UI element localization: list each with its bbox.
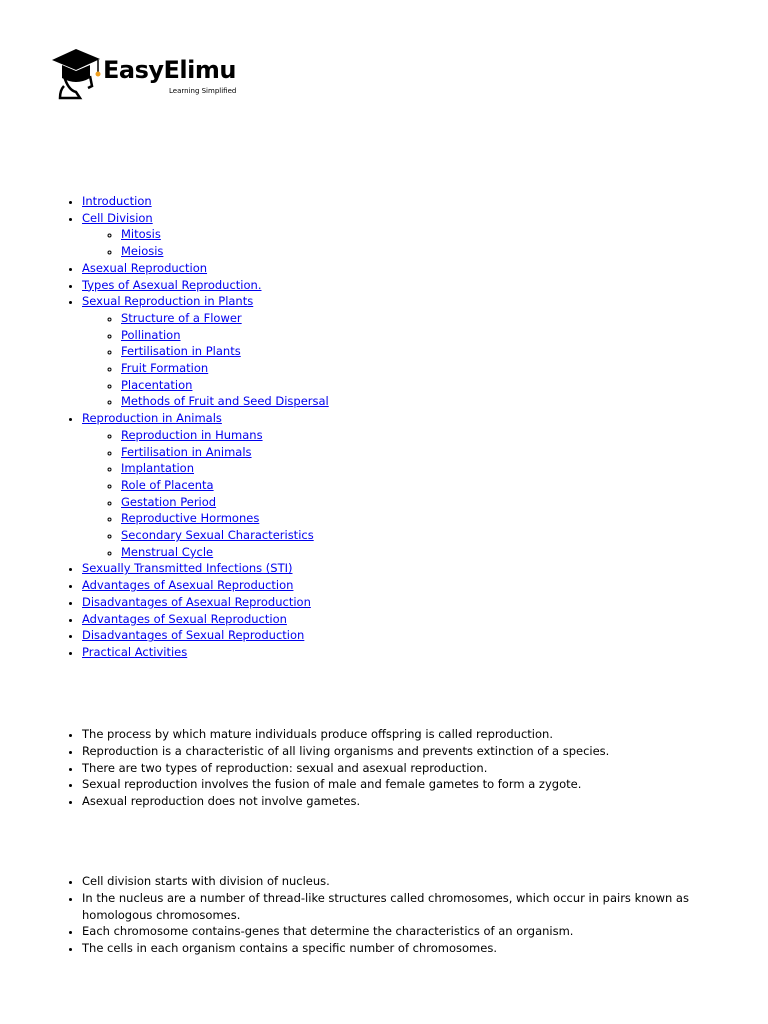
- toc-item: [82, 644, 329, 661]
- toc-sublink[interactable]: Reproduction in Humans: [121, 427, 263, 442]
- brand-tagline: Learning Simplified: [169, 87, 237, 95]
- introduction-point: • Sexual reproduction involves the fusion of male and female gametes to form a zygote.: [82, 776, 722, 793]
- toc-item: [82, 611, 329, 628]
- toc-subitem: [121, 377, 329, 394]
- toc-sublink[interactable]: Fertilisation in Plants: [121, 344, 241, 359]
- introduction-point: • The process by which mature individuals produce offspring is called reproduction.: [82, 726, 722, 743]
- toc-subitem: [121, 444, 329, 461]
- toc-subitem: [121, 510, 329, 527]
- toc-subitem: [121, 393, 329, 410]
- toc-subitem: [121, 527, 329, 544]
- toc-link[interactable]: Types of Asexual Reproduction.: [82, 277, 262, 292]
- cell-division-point: • In the nucleus are a number of thread-like structures called chromosomes, which occur in pairs known as homologous chromosomes.: [82, 890, 722, 924]
- toc-link[interactable]: Introduction: [82, 194, 152, 208]
- toc-sublink[interactable]: Methods of Fruit and Seed Dispersal: [121, 394, 329, 409]
- toc-link[interactable]: Asexual Reproduction: [82, 260, 208, 275]
- toc-link[interactable]: Cell Division: [82, 210, 153, 225]
- toc-sublist: [82, 310, 329, 410]
- toc-item: [82, 210, 329, 260]
- introduction-point: • Reproduction is a characteristic of all living organisms and prevents extinction of a species.: [82, 743, 722, 760]
- toc-sublink[interactable]: Pollination: [121, 327, 181, 342]
- toc-sublist: [82, 226, 329, 259]
- toc-subitem: [121, 494, 329, 511]
- toc-sublink[interactable]: Placentation: [121, 377, 193, 392]
- toc-subitem: [121, 477, 329, 494]
- toc-sublist: [82, 427, 329, 561]
- toc-item: [82, 410, 329, 560]
- brand-logo[interactable]: [50, 46, 250, 102]
- toc-subitem: [121, 226, 329, 243]
- toc-link[interactable]: Advantages of Asexual Reproduction: [82, 578, 294, 593]
- toc-subitem: [121, 243, 329, 260]
- toc-subitem: [121, 427, 329, 444]
- toc-sublink[interactable]: Meiosis: [121, 244, 164, 259]
- graduation-cap-icon: [50, 46, 106, 102]
- toc-sublink[interactable]: Mitosis: [121, 227, 161, 242]
- toc-item: [82, 594, 329, 611]
- toc-link[interactable]: Practical Activities: [82, 644, 188, 659]
- toc-sublink[interactable]: Fruit Formation: [121, 361, 209, 376]
- toc-link[interactable]: Sexually Transmitted Infections (STI): [82, 561, 293, 576]
- toc-sublink[interactable]: Implantation: [121, 461, 195, 476]
- introduction-list: [82, 726, 722, 810]
- toc-subitem: [121, 544, 329, 561]
- toc-item: [82, 277, 329, 294]
- toc-link[interactable]: Sexual Reproduction in Plants: [82, 294, 254, 309]
- toc-subitem: [121, 327, 329, 344]
- toc-sublink[interactable]: Role of Placenta: [121, 477, 214, 492]
- toc-sublink[interactable]: Menstrual Cycle: [121, 544, 214, 559]
- toc-item: [82, 560, 329, 577]
- toc-item: [82, 193, 329, 210]
- toc-subitem: [121, 460, 329, 477]
- table-of-contents: [82, 193, 329, 661]
- toc-sublink[interactable]: Structure of a Flower: [121, 310, 242, 325]
- toc-item: [82, 293, 329, 410]
- toc-link[interactable]: Disadvantages of Sexual Reproduction: [82, 628, 305, 643]
- toc-sublink[interactable]: Reproductive Hormones: [121, 511, 260, 526]
- cell-division-point: • The cells in each organism contains a specific number of chromosomes.: [82, 940, 722, 957]
- toc-subitem: [121, 310, 329, 327]
- toc-sublink[interactable]: Secondary Sexual Characteristics: [121, 528, 314, 543]
- toc-item: [82, 260, 329, 277]
- cell-division-point: • Each chromosome contains-genes that determine the characteristics of an organism.: [82, 923, 722, 940]
- cell-division-point: • Cell division starts with division of nucleus.: [82, 873, 722, 890]
- brand-name: EasyElimu: [103, 56, 236, 84]
- introduction-point: • Asexual reproduction does not involve gametes.: [82, 793, 722, 810]
- cell-division-list: [82, 873, 722, 957]
- toc-link[interactable]: Advantages of Sexual Reproduction: [82, 611, 287, 626]
- toc-item: [82, 627, 329, 644]
- toc-item: [82, 577, 329, 594]
- introduction-point: • There are two types of reproduction: sexual and asexual reproduction.: [82, 760, 722, 777]
- toc-subitem: [121, 343, 329, 360]
- toc-sublink[interactable]: Fertilisation in Animals: [121, 444, 252, 459]
- toc-link[interactable]: Reproduction in Animals: [82, 411, 222, 426]
- toc-sublink[interactable]: Gestation Period: [121, 494, 217, 509]
- toc-link[interactable]: Disadvantages of Asexual Reproduction: [82, 594, 311, 609]
- toc-subitem: [121, 360, 329, 377]
